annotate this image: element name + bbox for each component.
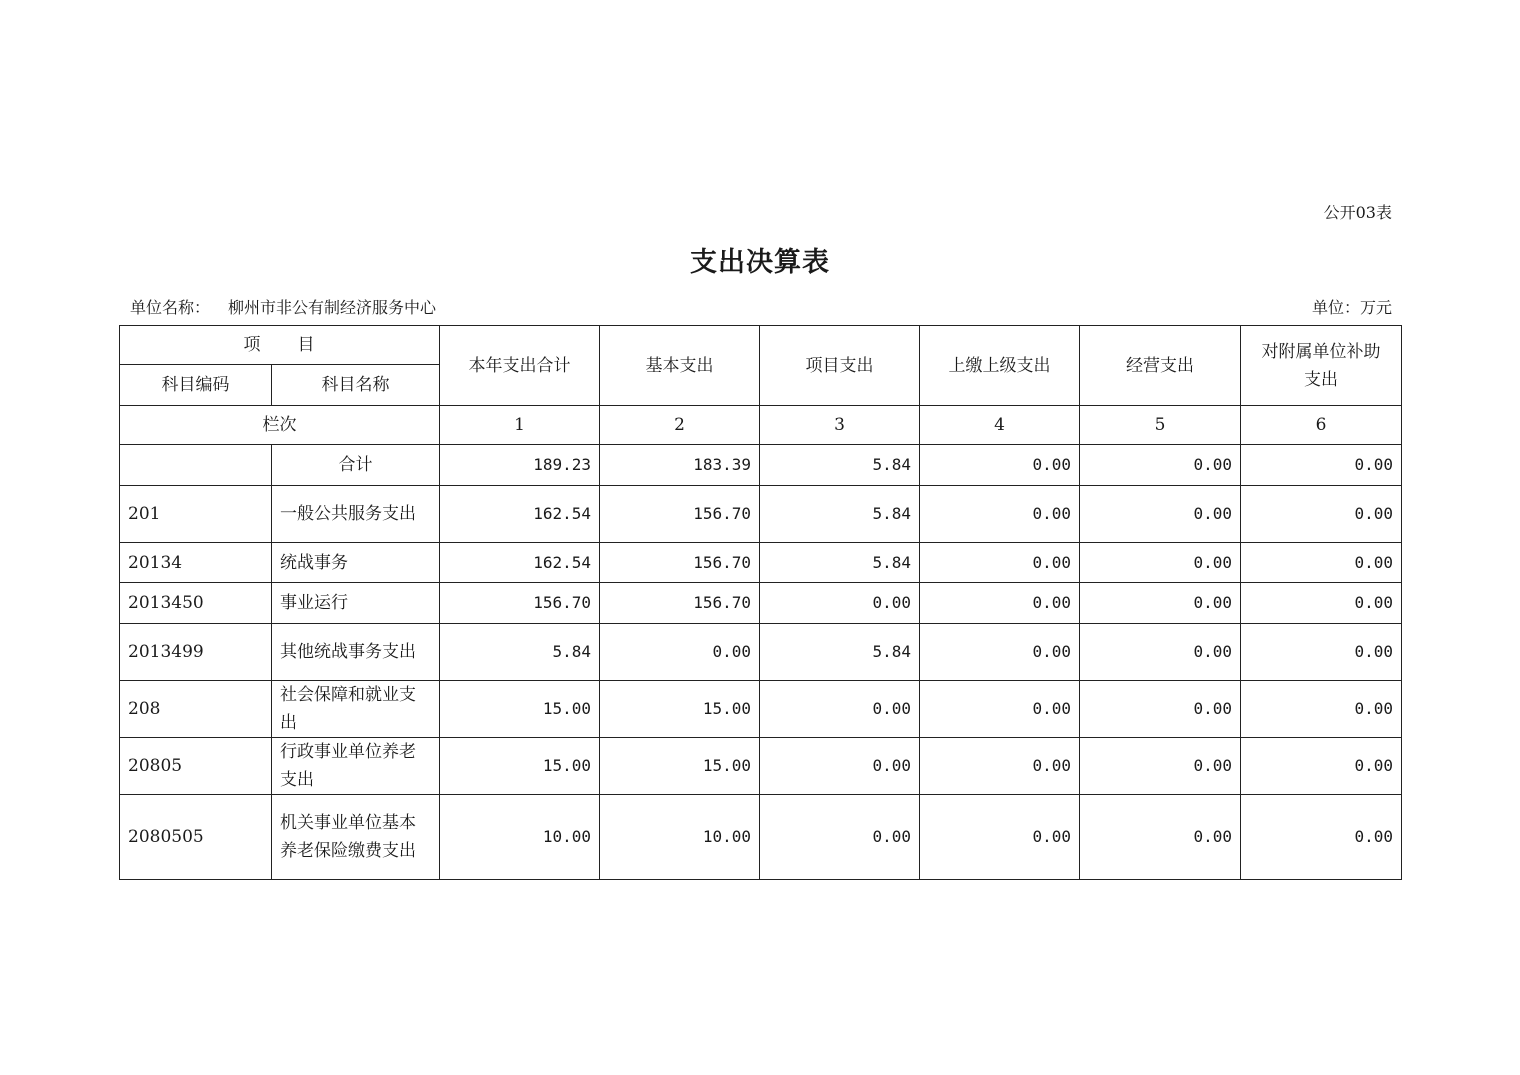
header-project: 项目支出 <box>760 326 920 406</box>
row-value: 0.00 <box>1241 486 1402 543</box>
row-value: 10.00 <box>440 795 600 880</box>
header-item-group: 项 目 <box>120 326 440 365</box>
row-code: 201 <box>120 486 272 543</box>
table-row <box>120 486 1402 543</box>
row-value: 0.00 <box>1080 583 1241 624</box>
row-value: 0.00 <box>920 486 1080 543</box>
col-number: 3 <box>760 406 920 445</box>
row-value: 156.70 <box>600 486 760 543</box>
row-code <box>120 445 272 486</box>
row-value: 0.00 <box>760 795 920 880</box>
col-number: 2 <box>600 406 760 445</box>
row-code: 208 <box>120 681 272 738</box>
row-value: 5.84 <box>440 624 600 681</box>
header-code: 科目编码 <box>120 365 272 406</box>
row-value: 0.00 <box>920 795 1080 880</box>
row-code: 2080505 <box>120 795 272 880</box>
row-name: 统战事务 <box>272 543 440 583</box>
table-row <box>120 543 1402 583</box>
header-total: 本年支出合计 <box>440 326 600 406</box>
row-name: 一般公共服务支出 <box>272 486 440 543</box>
header-business: 经营支出 <box>1080 326 1241 406</box>
table-row <box>120 624 1402 681</box>
row-value: 0.00 <box>920 681 1080 738</box>
table-row-total <box>120 445 1402 486</box>
col-number: 1 <box>440 406 600 445</box>
row-index-label: 栏次 <box>120 406 440 445</box>
row-value: 0.00 <box>1080 543 1241 583</box>
row-name: 社会保障和就业支出 <box>272 681 440 738</box>
table-row <box>120 583 1402 624</box>
row-value: 0.00 <box>760 583 920 624</box>
row-code: 20805 <box>120 738 272 795</box>
page-title: 支出决算表 <box>690 247 830 278</box>
row-value: 0.00 <box>1080 486 1241 543</box>
row-value: 0.00 <box>1080 738 1241 795</box>
expense-table <box>119 325 1402 880</box>
header-subsidy: 对附属单位补助支出 <box>1241 326 1402 406</box>
row-value: 0.00 <box>1241 795 1402 880</box>
org-label: 单位名称： <box>130 298 211 317</box>
row-name: 其他统战事务支出 <box>272 624 440 681</box>
row-value: 0.00 <box>920 624 1080 681</box>
org-name: 柳州市非公有制经济服务中心 <box>228 298 437 317</box>
row-value: 0.00 <box>600 624 760 681</box>
row-value: 156.70 <box>600 543 760 583</box>
row-value: 15.00 <box>440 738 600 795</box>
row-value: 5.84 <box>760 543 920 583</box>
header-name: 科目名称 <box>272 365 440 406</box>
row-value: 156.70 <box>440 583 600 624</box>
row-value: 189.23 <box>440 445 600 486</box>
row-name: 事业运行 <box>272 583 440 624</box>
row-value: 0.00 <box>1080 681 1241 738</box>
row-name: 合计 <box>272 445 440 486</box>
row-value: 15.00 <box>600 738 760 795</box>
money-unit: 单位：万元 <box>1311 298 1392 317</box>
row-value: 183.39 <box>600 445 760 486</box>
row-value: 0.00 <box>1241 624 1402 681</box>
header-basic: 基本支出 <box>600 326 760 406</box>
row-value: 0.00 <box>1241 543 1402 583</box>
row-value: 0.00 <box>1241 445 1402 486</box>
row-value: 10.00 <box>600 795 760 880</box>
row-value: 0.00 <box>920 738 1080 795</box>
column-index-row <box>120 406 1402 445</box>
form-code: 公开03表 <box>1323 203 1392 222</box>
col-number: 6 <box>1241 406 1402 445</box>
row-value: 0.00 <box>1241 738 1402 795</box>
header-upper: 上缴上级支出 <box>920 326 1080 406</box>
header-row-1 <box>120 326 1402 365</box>
org-line <box>130 295 436 318</box>
row-code: 20134 <box>120 543 272 583</box>
col-number: 4 <box>920 406 1080 445</box>
row-value: 0.00 <box>1080 445 1241 486</box>
row-code: 2013450 <box>120 583 272 624</box>
row-value: 5.84 <box>760 624 920 681</box>
row-value: 5.84 <box>760 445 920 486</box>
row-value: 5.84 <box>760 486 920 543</box>
table-row <box>120 681 1402 738</box>
row-code: 2013499 <box>120 624 272 681</box>
row-value: 162.54 <box>440 486 600 543</box>
row-value: 0.00 <box>1241 681 1402 738</box>
table-row <box>120 795 1402 880</box>
row-value: 15.00 <box>600 681 760 738</box>
row-value: 0.00 <box>1080 795 1241 880</box>
table-row <box>120 738 1402 795</box>
row-value: 162.54 <box>440 543 600 583</box>
row-value: 0.00 <box>920 543 1080 583</box>
row-value: 0.00 <box>1241 583 1402 624</box>
row-value: 0.00 <box>1080 624 1241 681</box>
row-name: 机关事业单位基本养老保险缴费支出 <box>272 795 440 880</box>
row-name: 行政事业单位养老支出 <box>272 738 440 795</box>
row-value: 15.00 <box>440 681 600 738</box>
row-value: 0.00 <box>920 583 1080 624</box>
row-value: 0.00 <box>760 681 920 738</box>
col-number: 5 <box>1080 406 1241 445</box>
row-value: 0.00 <box>920 445 1080 486</box>
row-value: 0.00 <box>760 738 920 795</box>
row-value: 156.70 <box>600 583 760 624</box>
